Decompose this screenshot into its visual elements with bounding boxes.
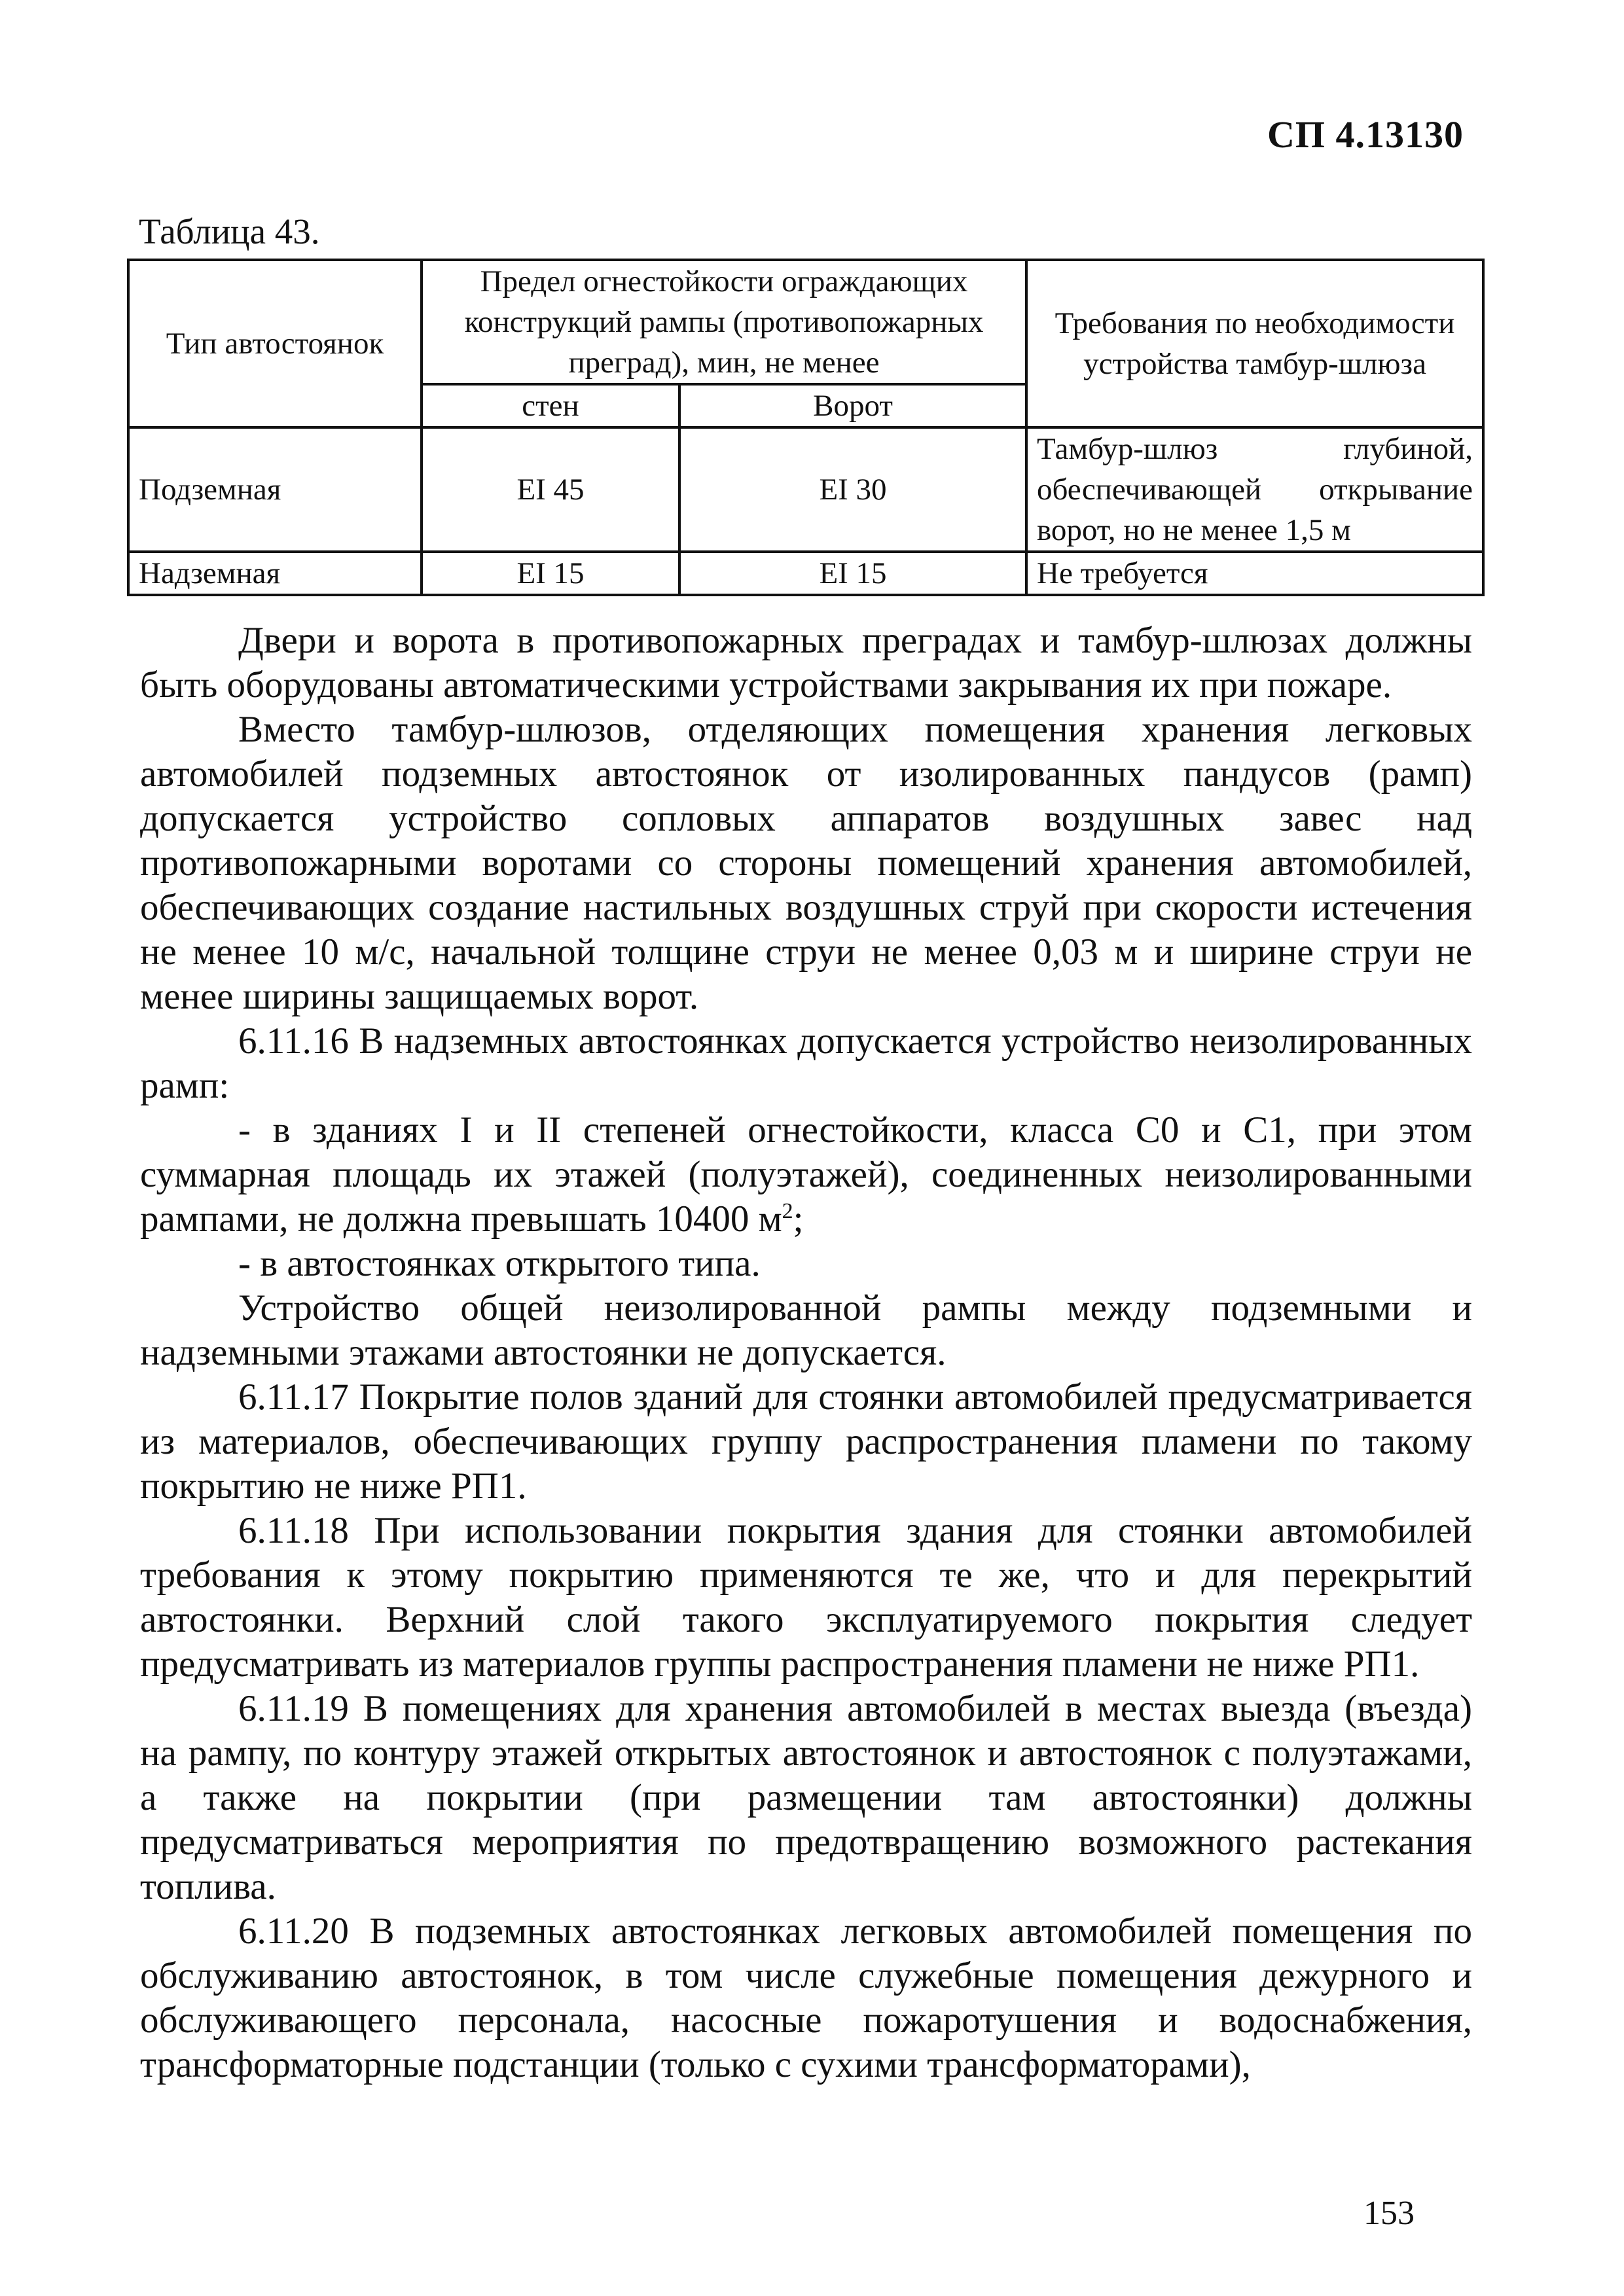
list-item-text: - в зданиях I и II степеней огнестойкости, класса С0 и С1, при этом суммарная площадь их этажей (полуэтажей), соединенных неизолированными рампами, не должна превышать 10400 м	[140, 1109, 1472, 1240]
page-number: 153	[1363, 2195, 1415, 2232]
body-text	[140, 619, 1472, 2087]
cell-type: Подземная	[128, 427, 422, 552]
header-requirements: Требования по необходимости устройства тамбур-шлюза	[1026, 260, 1483, 427]
list-item-end: ;	[793, 1198, 804, 1240]
superscript: 2	[782, 1199, 793, 1223]
clause-6-11-20: 6.11.20 В подземных автостоянках легковых автомобилей помещения по обслуживанию автостоянок, в том числе служебные помещения дежурного и обслуживающего персонала, насосные пожаротушения и водоснабжения, трансформаторные подстанции (только с сухими трансформаторами),	[140, 1910, 1472, 2085]
cell-requirement: Тамбур-шлюз глубиной, обеспечивающей открывание ворот, но не менее 1,5 м	[1026, 427, 1483, 552]
cell-walls: EI 15	[422, 552, 679, 595]
requirements-table	[127, 259, 1485, 596]
header-type: Тип автостоянок	[128, 260, 422, 427]
paragraph: Устройство общей неизолированной рампы между подземными и надземными этажами автостоянки не допускается.	[140, 1287, 1472, 1373]
clause-6-11-19: 6.11.19 В помещениях для хранения автомобилей в местах выезда (въезда) на рампу, по контуру этажей открытых автостоянок и автостоянок с полуэтажами, а также на покрытии (при размещении там автостоянки) должны предусматриваться мероприятия по предотвращению возможного растекания топлива.	[140, 1688, 1472, 1907]
clause-6-11-16: 6.11.16 В надземных автостоянках допускается устройство неизолированных рамп:	[140, 1020, 1472, 1106]
cell-walls: EI 45	[422, 427, 679, 552]
cell-type: Надземная	[128, 552, 422, 595]
header-gates: Ворот	[679, 384, 1026, 427]
table-row	[128, 427, 1483, 552]
header-walls: стен	[422, 384, 679, 427]
table-row	[128, 552, 1483, 595]
paragraph: Вместо тамбур-шлюзов, отделяющих помещения хранения легковых автомобилей подземных автостоянок от изолированных пандусов (рамп) допускается устройство сопловых аппаратов воздушных завес над противопожарными воротами со стороны помещений хранения автомобилей, обеспечивающих создание настильных воздушных струй при скорости истечения не менее 10 м/с, начальной толщине струи не менее 0,03 м и ширине струи не менее ширины защищаемых ворот.	[140, 709, 1472, 1017]
paragraph: Двери и ворота в противопожарных преградах и тамбур-шлюзах должны быть оборудованы автоматическими устройствами закрывания их при пожаре.	[140, 620, 1472, 706]
table-header-row	[128, 260, 1483, 384]
list-item: - в автостоянках открытого типа.	[238, 1243, 761, 1284]
list-item	[140, 1108, 1472, 1242]
cell-gates: EI 30	[679, 427, 1026, 552]
cell-gates: EI 15	[679, 552, 1026, 595]
header-fire-limit: Предел огнестойкости ограждающих конструкций рампы (противопожарных преград), мин, не менее	[422, 260, 1026, 384]
table-caption: Таблица 43.	[139, 211, 320, 251]
cell-requirement: Не требуется	[1026, 552, 1483, 595]
clause-6-11-18: 6.11.18 При использовании покрытия здания для стоянки автомобилей требования к этому покрытию применяются те же, что и для перекрытий автостоянки. Верхний слой такого эксплуатируемого покрытия следует предусматривать из материалов группы распространения пламени не ниже РП1.	[140, 1510, 1472, 1685]
document-code: СП 4.13130	[1267, 113, 1464, 156]
clause-6-11-17: 6.11.17 Покрытие полов зданий для стоянки автомобилей предусматривается из материалов, обеспечивающих группу распространения пламени по такому покрытию не ниже РП1.	[140, 1376, 1472, 1507]
